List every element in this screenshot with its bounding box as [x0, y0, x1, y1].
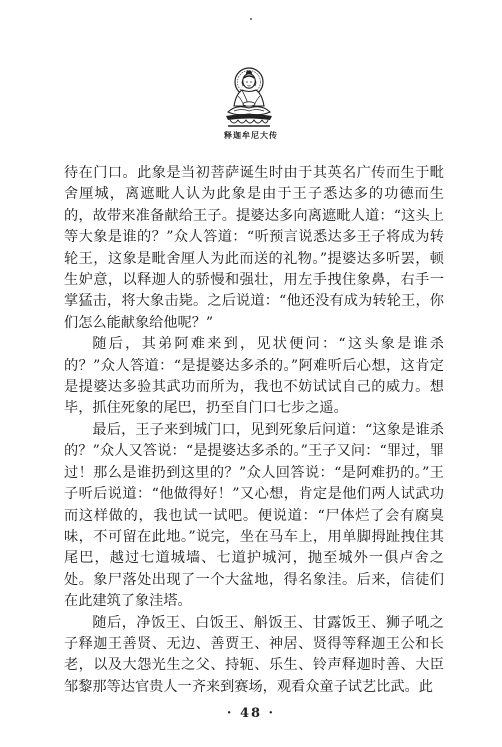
paragraph: 随后，其弟阿难来到，见状便问：“这头象是谁杀的？”众人答道：“是提婆达多杀的。”阿难听后心想，这肯定是提婆达多验其武功而所为，我也不妨试试自己的威力。想毕，抓住死象的尾巴，扔至自门口七步之遥。 [64, 336, 444, 417]
paragraph: 随后，净饭王、白饭王、斛饭王、甘露饭王、狮子吼之子释迦王善贤、无边、善贾王、神居、贤得等释迦王公和长老，以及大怨光生之父、持轭、乐生、铃声释迦时善、大臣邹黎那等达官贵人一齐来到赛场，观看众童子试艺比武。此 [64, 614, 444, 695]
paragraph: 待在门口。此象是当初菩萨诞生时由于其英名广传而生于毗舍厘城，离遮毗人认为此象是由于王子悉达多的功德而生的，故带来准备献给王子。提婆达多向离遮毗人道：“这头上等大象是谁的？”众人答道：“听预言说悉达多王子将成为转轮王，这象是毗舍厘人为此而送的礼物。”提婆达多听罢，顿生妒意，以释迦人的骄慢和强壮，用左手拽住象鼻，右手一掌猛击，将大象击毙。之后说道：“他还没有成为转轮王，你们怎么能献象给他呢？” [64, 165, 444, 331]
top-mark [250, 18, 252, 20]
seated-buddha-icon [216, 60, 282, 130]
page-number: · 48 · [226, 706, 276, 721]
body-text [64, 163, 444, 698]
running-header-title: 释迦牟尼大传 [224, 130, 278, 140]
paragraph: 最后，王子来到城门口，见到死象后问道：“这象是谁杀的？”众人又答说：“是提婆达多杀的。”王子又问：“罪过，罪过！那么是谁扔到这里的？”众人回答说：“是阿难扔的。”王子听后说道：“他做得好！”又心想，肯定是他们两人试武功而这样做的，我也试一试吧。便说道：“尸体烂了会有腐臭味，不可留在此地。”说完，坐在马车上，用单脚拇趾拽住其尾巴，越过七道城墙、七道护城河，抛至城外一俱卢舍之处。象尸落处出现了一个大盆地，得名象洼。后来，信徒们在此建筑了象洼塔。 [64, 421, 444, 610]
